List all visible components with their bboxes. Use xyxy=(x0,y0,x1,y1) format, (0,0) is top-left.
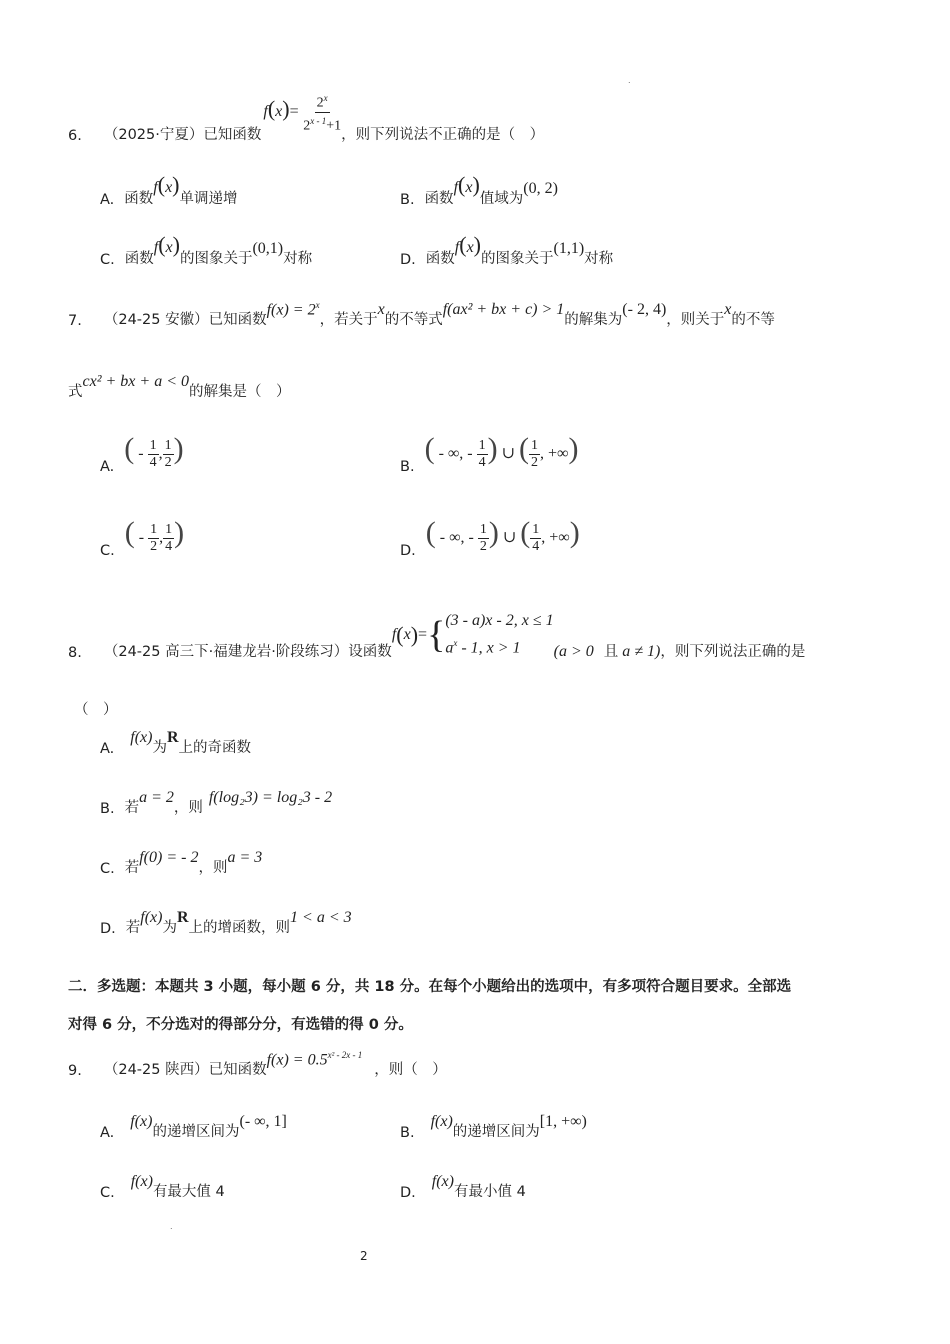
q6-option-d[interactable]: D. 函数 f(x) 的图象关于 (1,1) 对称 xyxy=(400,232,614,268)
q6-b-range: (0, 2) xyxy=(523,180,558,197)
section-heading-line1: 二．多选题：本题共 3 小题，每小题 6 分，共 18 分。在每个小题给出的选项中，有多项符合题目要求。全部选 xyxy=(68,979,792,995)
q9-option-b[interactable]: B. f(x) 的递增区间为 [1, +∞) xyxy=(400,1113,587,1141)
q9-option-d[interactable]: D. f(x) 有最小值 4 xyxy=(400,1173,526,1201)
q7-c-interval: ( - $\frac{1}{2}$ , $\frac{1}{4}$ ) xyxy=(124,516,185,554)
q6-stem xyxy=(68,93,545,145)
scan-dot: . xyxy=(170,1222,173,1231)
q9-function: $f(x) = 0.5^{x^2 - 2x - 1}$ xyxy=(266,1049,363,1068)
q8-answer-paren: （ ） xyxy=(74,702,118,718)
q7-option-a[interactable]: A. ( - $\frac{1}{4}$ , $\frac{1}{2}$ ) xyxy=(100,432,184,475)
q7-inequality: f(ax² + bx + c) > 1 xyxy=(442,301,565,318)
q7-source: （24-25 安徽）已知函数 xyxy=(103,312,267,328)
q6-option-a[interactable]: A. 函数 f(x) 单调递增 xyxy=(100,172,238,208)
q6-b-func: f(x) xyxy=(453,172,480,197)
q8-option-a[interactable]: A. f(x) 为 R 上的奇函数 xyxy=(100,729,252,757)
q9-b-interval: [1, +∞) xyxy=(539,1113,587,1130)
q6-option-b[interactable]: B. 函数 f(x) 值域为 (0, 2) xyxy=(400,172,558,208)
q7-solution-set: (- 2, 4) xyxy=(622,301,667,318)
q7-b-interval: ( - ∞, - $\frac{1}{4}$ ) ∪ ( $\frac{1}{2}$ , +∞) xyxy=(424,432,579,470)
q9-option-c[interactable]: C. f(x) 有最大值 4 xyxy=(100,1173,225,1201)
q9-source: （24-25 陕西）已知函数 xyxy=(103,1062,267,1078)
q7-d-interval: ( - ∞, - $\frac{1}{2}$ ) ∪ ( $\frac{1}{4}$ , +∞) xyxy=(425,516,580,554)
q6-a-func: f(x) xyxy=(153,172,180,197)
q7-option-d[interactable]: D. ( - ∞, - $\frac{1}{2}$ ) ∪ ( $\frac{1}{4}$ , +∞) xyxy=(400,516,580,559)
q7-stem-cont: 式 cx² + bx + a < 0 的解集是（ ） xyxy=(68,373,291,400)
q6-d-func: f(x) xyxy=(454,232,481,257)
scan-dot: . xyxy=(628,76,631,85)
q8-option-d[interactable]: D. 若 f(x) 为 R 上的增函数，则 1 < a < 3 xyxy=(100,909,352,937)
q7-stem: 7. （24-25 安徽）已知函数 $f(x) = 2^x$ ，若关于 x 的不等式 f(ax² + bx + c) > 1 的解集为 (- 2, 4) ，则关于 x 的不等 xyxy=(68,299,775,329)
q8-option-b[interactable]: B. 若 a = 2 ，则 f(log₂3) = log₂3 - 2 xyxy=(100,789,333,817)
q7-function: $f(x) = 2^x$ xyxy=(266,299,320,318)
q6-function: f(x)= $\frac{2^x}{2^{x - 1}+1}$ xyxy=(263,90,341,134)
q7-number: 7. xyxy=(68,313,82,329)
q8-stem: 8. （24-25 高三下·福建龙岩·阶段练习）设函数 f ( x ) = { (3 - a)x - 2, x ≤ 1 $a^x - 1$, x > 1 (a > 0 且 a ≠ 1) ，则下列说法正确的是 xyxy=(68,612,806,662)
section-heading-line2: 对得 6 分，不分选对的得部分分，有选错的得 0 分。 xyxy=(68,1017,413,1033)
q7-option-c[interactable]: C. ( - $\frac{1}{2}$ , $\frac{1}{4}$ ) xyxy=(100,516,185,559)
q6-c-point: (0,1) xyxy=(252,240,284,257)
q6-stem-text: ，则下列说法不正确的是（ ） xyxy=(341,127,545,144)
q9-number: 9. xyxy=(68,1063,82,1079)
q9-stem: 9. （24-25 陕西）已知函数 $f(x) = 0.5^{x^2 - 2x - 1}$ ，则（ ） xyxy=(68,1049,447,1079)
q8-number: 8. xyxy=(68,645,82,662)
q9-option-a[interactable]: A. f(x) 的递增区间为 (- ∞, 1] xyxy=(100,1113,287,1141)
q6-source: （2025·宁夏）已知函数 xyxy=(103,127,262,144)
q8-option-c[interactable]: C. 若 f(0) = - 2 ，则 a = 3 xyxy=(100,849,263,877)
q7-option-b[interactable]: B. ( - ∞, - $\frac{1}{4}$ ) ∪ ( $\frac{1}{2}$ , +∞) xyxy=(400,432,579,475)
q7-inequality-2: cx² + bx + a < 0 xyxy=(82,373,189,390)
page-number: 2 xyxy=(360,1249,368,1263)
q8-source: （24-25 高三下·福建龙岩·阶段练习）设函数 xyxy=(103,644,392,661)
q6-number: 6. xyxy=(68,128,82,145)
q6-c-func: f(x) xyxy=(153,232,180,257)
q8-piecewise: f ( x ) = { (3 - a)x - 2, x ≤ 1 $a^x - 1$, x > 1 xyxy=(391,612,554,657)
q6-option-c[interactable]: C. 函数 f(x) 的图象关于 (0,1) 对称 xyxy=(100,232,313,268)
q9-a-interval: (- ∞, 1] xyxy=(239,1113,287,1130)
q7-a-interval: ( - $\frac{1}{4}$ , $\frac{1}{2}$ ) xyxy=(124,432,184,470)
q6-d-point: (1,1) xyxy=(553,240,585,257)
